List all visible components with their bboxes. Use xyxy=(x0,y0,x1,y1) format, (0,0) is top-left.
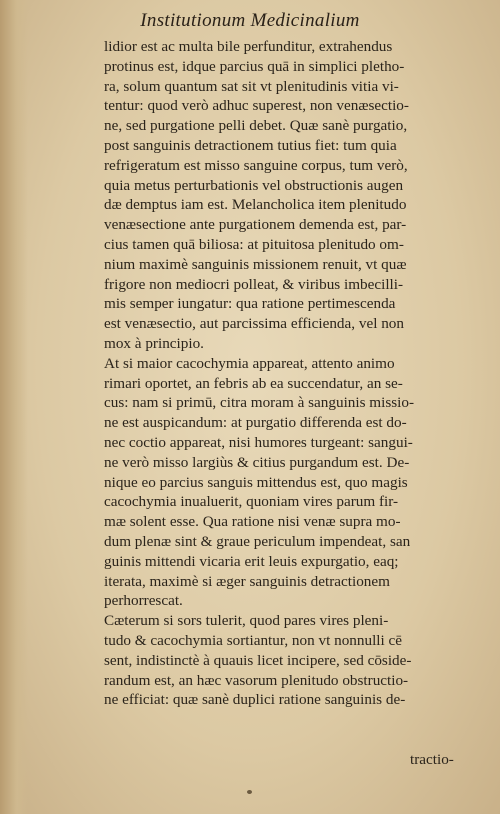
text-line: mox à principio. xyxy=(104,334,204,352)
text-line: tentur: quod verò adhuc superest, non venæsectio- xyxy=(104,97,409,115)
text-line: guinis mittendi vicaria erit leuis expurgatio, eaq; xyxy=(104,552,399,570)
text-line: ne verò misso largiùs & citius purgandum est. De- xyxy=(104,453,410,471)
page-gutter xyxy=(0,0,28,814)
text-line: ne efficiat: quæ sanè duplici ratione sanguinis de- xyxy=(104,691,406,709)
text-line: randum est, an hæc vasorum plenitudo obstructio- xyxy=(104,671,409,689)
text-line: rimari oportet, an febris ab ea succendatur, an se- xyxy=(104,374,403,392)
text-line: mis semper iungatur: qua ratione pertimescenda xyxy=(104,295,396,313)
text-line: ra, solum quantum sat sit vt plenitudinis vitia vi- xyxy=(104,77,399,95)
text-line: nium maximè sanguinis missionem renuit, vt quæ xyxy=(104,255,407,273)
text-line: dum plenæ sint & graue periculum impendeat, san xyxy=(104,532,411,550)
text-line: lidior est ac multa bile perfunditur, extrahendus xyxy=(104,38,393,55)
text-line: cus: nam si primū, citra moram à sanguinis missio- xyxy=(104,394,415,412)
text-line: protinus est, idque parcius quā in simplici pletho- xyxy=(104,57,405,75)
text-line: ne est auspicandum: at purgatio differenda est do- xyxy=(104,414,407,432)
text-line: ne, sed purgatione pelli debet. Quæ sanè purgatio, xyxy=(104,117,408,135)
text-line: perhorrescat. xyxy=(104,592,183,610)
text-line: est venæsectio, aut parcissima efficienda, vel non xyxy=(104,315,404,333)
text-line: cius tamen quā biliosa: at pituitosa plenitudo om- xyxy=(104,235,404,253)
text-line: refrigeratum est misso sanguine corpus, tum verò, xyxy=(104,156,408,174)
text-line: tudo & cacochymia sortiantur, non vt nonnulli cē xyxy=(104,631,403,649)
text-line: sent, indistinctè à quauis licet incipere, sed cōside- xyxy=(104,651,412,669)
text-line: nique eo parcius sanguis mittendus est, quo magis xyxy=(104,473,408,491)
text-line: nec coctio appareat, nisi humores turgeant: sangui- xyxy=(104,433,413,451)
text-line: At si maior cacochymia appareat, attento animo xyxy=(104,354,395,372)
text-line: post sanguinis detractionem tutius fiet: tum quia xyxy=(104,136,397,154)
text-line: quia metus perturbationis vel obstructionis augen xyxy=(104,176,404,194)
catchword: tractio- xyxy=(410,751,454,768)
text-line: venæsectione ante purgationem demenda est, par- xyxy=(104,216,407,234)
body-text xyxy=(104,37,478,710)
running-title: Institutionum Medicinalium xyxy=(140,10,360,31)
text-line: cacochymia inualuerit, quoniam vires parum fir- xyxy=(104,493,399,511)
text-line: frigore non mediocri polleat, & viribus imbecilli- xyxy=(104,275,404,293)
page-mark xyxy=(247,790,252,794)
text-line: iterata, maximè si æger sanguinis detractionem xyxy=(104,572,390,590)
text-line: Cæterum si sors tulerit, quod pares vires pleni- xyxy=(104,612,389,630)
text-line: mæ solent esse. Qua ratione nisi venæ supra mo- xyxy=(104,513,401,531)
text-line: dæ demptus iam est. Melancholica item plenitudo xyxy=(104,196,407,214)
